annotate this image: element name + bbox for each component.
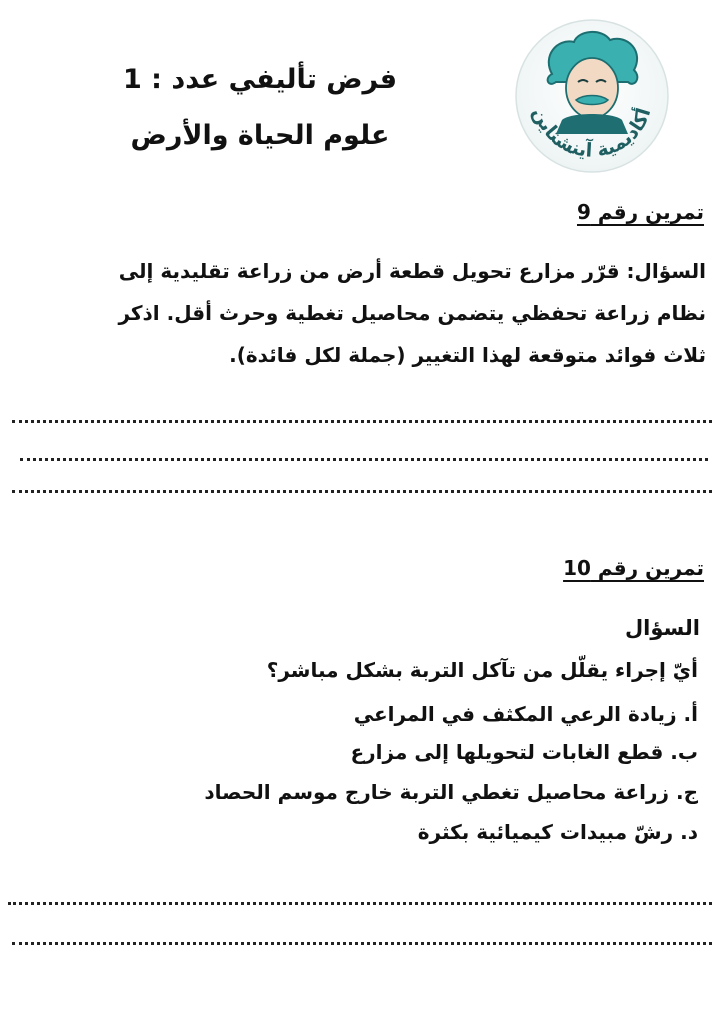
exercise-10-question-label: السؤال xyxy=(624,616,700,640)
academy-logo xyxy=(512,16,672,176)
answer-line[interactable] xyxy=(12,942,712,945)
logo-text: أكاديمية آينشتاين xyxy=(528,104,656,162)
exercise-9-question xyxy=(16,250,706,376)
answer-line[interactable] xyxy=(12,490,712,493)
question-line: نظام زراعة تحفظي يتضمن محاصيل تغطية وحرث أقل. اذكر xyxy=(118,301,706,325)
page-subtitle: علوم الحياة والأرض xyxy=(130,120,390,151)
exercise-10-heading: تمرين رقم 10 xyxy=(563,556,704,580)
einstein-portrait-icon xyxy=(512,16,672,176)
exercise-10-question: أيّ إجراء يقلّل من تآكل التربة بشكل مباشر؟ xyxy=(266,658,698,682)
question-line: السؤال: قرّر مزارع تحويل قطعة أرض من زراعة تقليدية إلى xyxy=(118,259,706,283)
answer-line[interactable] xyxy=(8,902,712,905)
option-a[interactable]: أ. زيادة الرعي المكثف في المراعي xyxy=(353,702,698,726)
option-b[interactable]: ب. قطع الغابات لتحويلها إلى مزارع xyxy=(350,740,698,764)
exercise-9-heading: تمرين رقم 9 xyxy=(576,200,704,224)
option-c[interactable]: ج. زراعة محاصيل تغطي التربة خارج موسم الحصاد xyxy=(204,780,698,804)
answer-line[interactable] xyxy=(20,458,708,461)
question-line: ثلاث فوائد متوقعة لهذا التغيير (جملة لكل فائدة). xyxy=(229,343,706,367)
page-title: فرض تأليفي عدد : 1 xyxy=(122,64,398,95)
title-block xyxy=(100,52,420,164)
option-d[interactable]: د. رشّ مبيدات كيميائية بكثرة xyxy=(417,820,698,844)
answer-line[interactable] xyxy=(12,420,712,423)
